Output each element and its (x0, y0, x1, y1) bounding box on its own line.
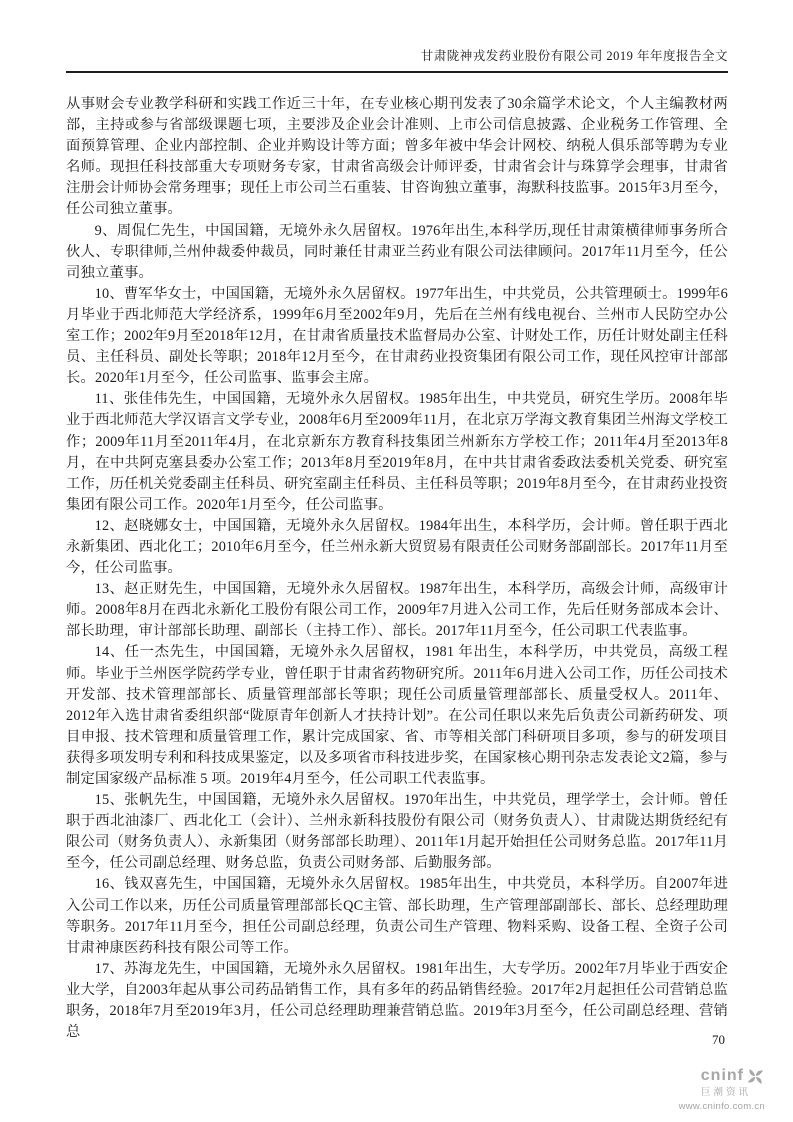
cninfo-company-name: 巨潮资讯 (700, 1087, 751, 1098)
paragraph-person-12: 12、赵晓娜女士，中国国籍，无境外永久居留权。1984年出生，本科学历，会计师。曾任职于西北永新集团、西北化工；2010年6月至今，任兰州永新大贸贸易有限责任公司财务部副部长。2017年11月至今，任公司监事。 (66, 517, 728, 577)
cninfo-website-url: www.cninfo.com.cn (678, 1100, 765, 1112)
paragraph-person-10: 10、曹军华女士，中国国籍，无境外永久居留权。1977年出生，中共党员，公共管理硕士。1999年6月毕业于西北师范大学经济系，1999年6月至2002年9月，先后在兰州有线电视台、兰州市人民防空办公室工作；2002年9月至2018年12月，在甘肃省质量技术监督局办公室、计财处工作，历任计财处副主任科员、主任科员、副处长等职；2018年12月至今，在甘肃药业投资集团有限公司工作，现任风控审计部部长。2020年1月至今，任公司监事、监事会主席。 (66, 285, 728, 387)
cninfo-swirl-icon (746, 1067, 765, 1086)
paragraph-person-13: 13、赵正财先生，中国国籍，无境外永久居留权。1987年出生，本科学历，高级会计师，高级审计师。2008年8月在西北永新化工股份有限公司工作，2009年7月进入公司工作，先后任财务部成本会计、部长助理，审计部部长助理、副部长（主持工作）、部长。2017年11月至今，任公司职工代表监事。 (66, 581, 728, 640)
paragraph-person-14: 14、任一杰先生，中国国籍，无境外永久居留权，1981 年出生，本科学历，中共党员，高级工程师。毕业于兰州医学院药学专业，曾任职于甘肃省药物研究所。2011年6月进入公司工作，历任公司技术开发部、技术管理部部长、质量管理部部长等职；现任公司质量管理部部长、质量受权人。2011年、2012年入选甘肃省委组织部“陇原青年创新人才扶持计划”。在公司任职以来先后负责公司新药研发、项目申报、技术管理和质量管理工作，累计完成国家、省、市等相关部门科研项目多项，参与的研发项目获得多项发明专利和科技成果鉴定，以及多项省市科技进步奖，在国家核心期刊杂志发表论文2篇，参与制定国家级产品标准 5 项。2019年4月至今，任公司职工代表监事。 (66, 644, 728, 787)
paragraph-person-9: 9、周侃仁先生，中国国籍，无境外永久居留权。1976年出生,本科学历,现任甘肃策横律师事务所合伙人、专职律师,兰州仲裁委仲裁员，同时兼任甘肃亚兰药业有限公司法律顾问。2017年11月至今，任公司独立董事。 (66, 222, 728, 281)
paragraph-person-11: 11、张佳伟先生，中国国籍，无境外永久居留权。1985年出生，中共党员，研究生学历。2008年毕业于西北师范大学汉语言文学专业，2008年6月至2009年11月，在北京万学海文教育集团兰州海文学校工作；2009年11月至2011年4月，在北京新东方教育科技集团兰州新东方学校工作；2011年4月至2013年8月，在中共阿克塞县委办公室工作；2013年8月至2019年8月，在中共甘肃省委政法委机关党委、研究室工作，历任机关党委副主任科员、研究室副主任科员、主任科员等职；2019年8月至今，在甘肃药业投资集团有限公司工作。2020年1月至今，任公司监事。 (66, 391, 728, 513)
page-number: 70 (712, 1032, 725, 1047)
page-header-title: 甘肃陇神戎发药业股份有限公司 2019 年年度报告全文 (66, 46, 728, 73)
paragraph-person-17: 17、苏海龙先生，中国国籍，无境外永久居留权。1981年出生，大专学历。2002年7月毕业于西安企业大学，自2003年起从事公司药品销售工作，具有多年的药品销售经验。2017年2月起担任公司营销总监职务，2018年7月至2019年3月，任公司总经理助理兼营销总监。2019年3月至今，任公司副总经理、营销总 (66, 960, 728, 1041)
paragraph-person-15: 15、张帆先生，中国国籍，无境外永久居留权。1970年出生，中共党员，理学学士，会计师。曾任职于西北油漆厂、西北化工（会计）、兰州永新科技股份有限公司（财务负责人）、甘肃陇达期货经纪有限公司（财务负责人）、永新集团（财务部部长助理）、2011年1月起开始担任公司财务总监。2017年11月至今，任公司副总经理、财务总监，负责公司财务部、后勤服务部。 (66, 792, 728, 872)
report-body (66, 94, 728, 1043)
cninfo-brand-text: cninf (700, 1067, 744, 1084)
paragraph-bio-continuation: 从事财会专业教学科研和实践工作近三十年，在专业核心期刊发表了30余篇学术论文，个人主编教材两部，主持或参与省部级课题七项，主要涉及企业会计准则、上市公司信息披露、企业税务工作管理、全面预算管理、企业内部控制、企业并购设计等方面；曾多年被中华会计网校、纳税人俱乐部等聘为专业名师。现担任科技部重大专项财务专家，甘肃省高级会计师评委，甘肃省会计与珠算学会理事，甘肃省注册会计师协会常务理事；现任上市公司兰石重装、甘咨询独立董事，海默科技监事。2015年3月至今，任公司独立董事。 (66, 96, 728, 218)
page-content (66, 46, 728, 1043)
cninfo-watermark (625, 1066, 765, 1113)
paragraph-person-16: 16、钱双喜先生，中国国籍，无境外永久居留权。1985年出生，中共党员，本科学历。自2007年进入公司工作以来，历任公司质量管理部部长QC主管、部长助理，生产管理部副部长、部长、总经理助理等职务。2017年11月至今，担任公司副总经理，负责公司生产管理、物料采购、设备工程、全资子公司甘肃神康医药科技有限公司等工作。 (66, 876, 728, 956)
